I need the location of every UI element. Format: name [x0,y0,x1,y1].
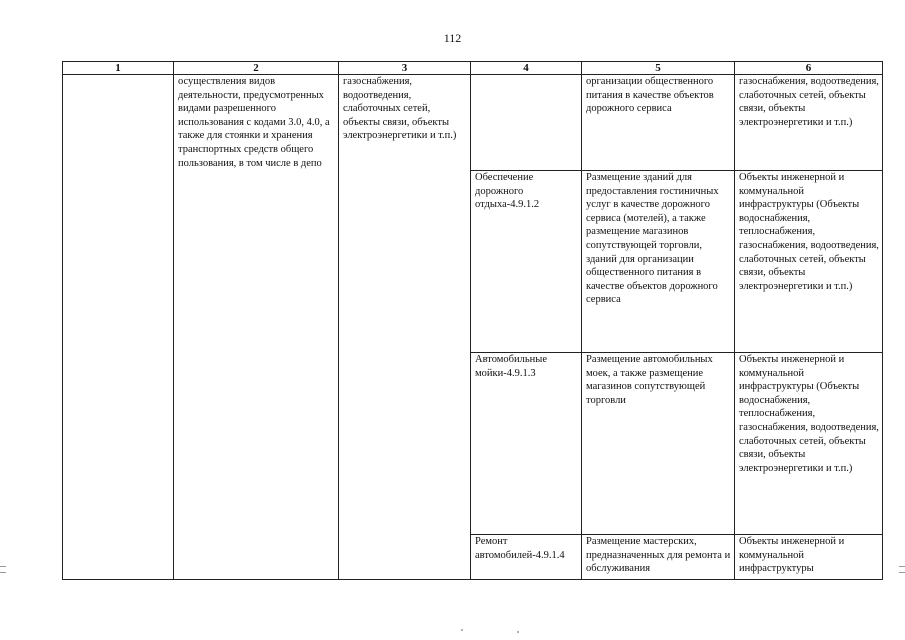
cell-col4: Обеспечение дорожного отдыха-4.9.1.2 [471,171,582,353]
column-header: 5 [582,62,735,75]
table-row [63,75,883,171]
cell-col4: Автомобильные мойки-4.9.1.3 [471,353,582,535]
cell-col6: Объекты инженерной и коммунальной инфраструктуры [735,535,883,580]
cell-col5: Размещение зданий для предоставления гостиничных услуг в качестве дорожного сервиса (мотелей), а также размещение магазинов сопутствующей торговли, зданий для организации общественного питания в качестве объектов дорожного сервиса [582,171,735,353]
column-header: 6 [735,62,883,75]
cell-col4 [471,75,582,171]
cell-col1 [63,75,174,580]
page-number: 112 [443,31,462,45]
scan-mark [0,566,6,567]
scan-dot [461,629,463,631]
scan-mark [899,566,905,567]
cell-col4: Ремонт автомобилей-4.9.1.4 [471,535,582,580]
column-header: 3 [339,62,471,75]
cell-col2: осуществления видов деятельности, предусмотренных видами разрешенного использования с кодами 3.0, 4.0, а также для стоянки и хранения транспортных средств общего пользования, в том числе в депо [174,75,339,580]
cell-col6: Объекты инженерной и коммунальной инфраструктуры (Объекты водоснабжения, теплоснабжения, газоснабжения, водоотведения, слаботочных сетей, объекты связи, объекты электроэнергетики и т.п.) [735,353,883,535]
cell-col6: Объекты инженерной и коммунальной инфраструктуры (Объекты водоснабжения, теплоснабжения, газоснабжения, водоотведения, слаботочных сетей, объекты связи, объекты электроэнергетики и т.п.) [735,171,883,353]
cell-col5: организации общественного питания в качестве объектов дорожного сервиса [582,75,735,171]
column-header: 1 [63,62,174,75]
cell-col6: газоснабжения, водоотведения, слаботочных сетей, объекты связи, объекты электроэнергетики и т.п.) [735,75,883,171]
table-header-row [63,62,883,75]
scan-dot [517,631,519,633]
cell-col5: Размещение мастерских, предназначенных для ремонта и обслуживания [582,535,735,580]
cell-col3: газоснабжения, водоотведения, слаботочных сетей, объекты связи, объекты электроэнергетики и т.п.) [339,75,471,580]
zoning-table [62,61,883,580]
column-header: 4 [471,62,582,75]
scan-mark [0,572,6,573]
scan-mark [899,572,905,573]
column-header: 2 [174,62,339,75]
cell-col5: Размещение автомобильных моек, а также размещение магазинов сопутствующей торговли [582,353,735,535]
